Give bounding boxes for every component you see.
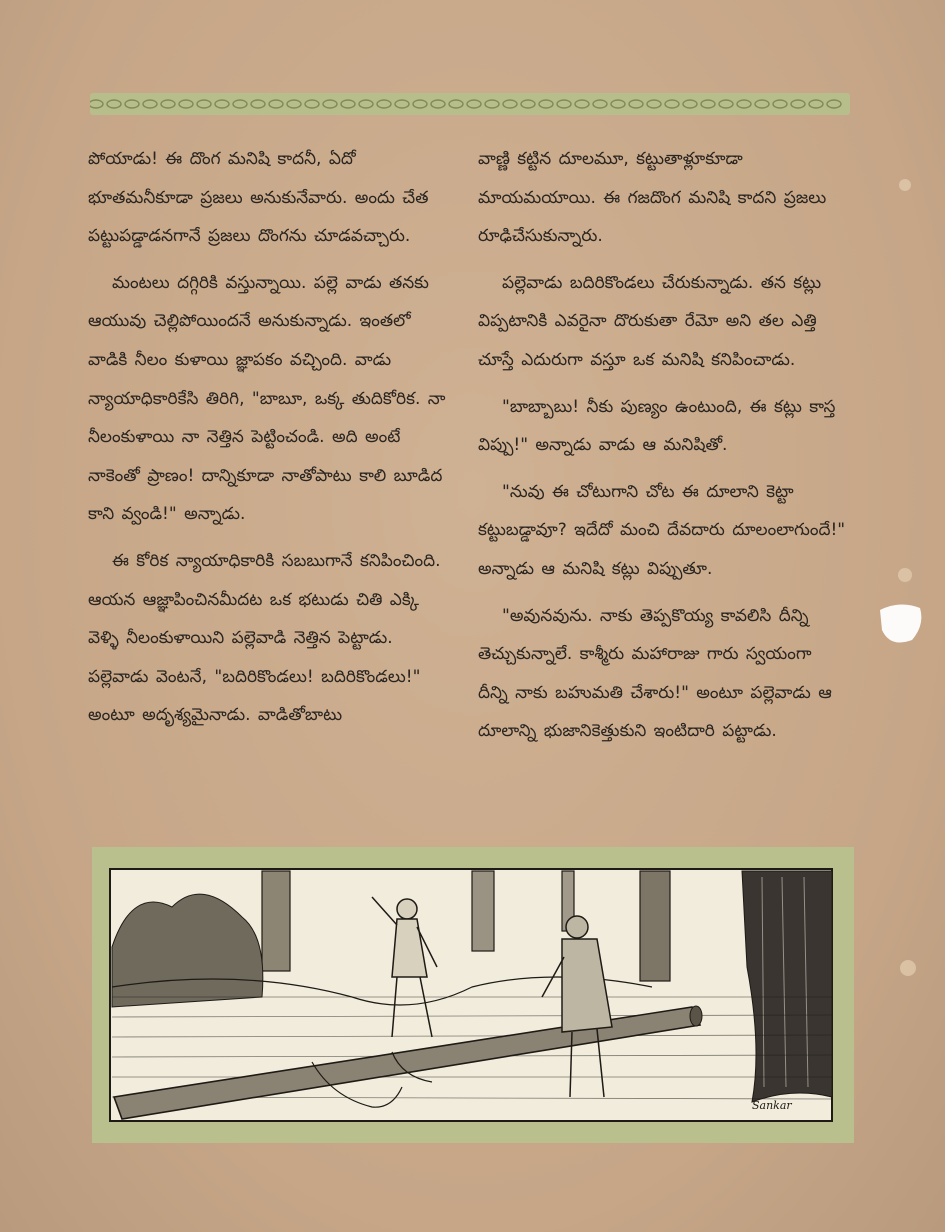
border-ornament: [179, 100, 193, 108]
border-ornament: [485, 100, 499, 108]
border-ornament: [701, 100, 715, 108]
paragraph: ఈ కోరిక న్యాయాధికారికి సబబుగానే కనిపించింది. ఆయన ఆజ్ఞాపించినమీదట ఒక భటుడు చితి ఎక్కి వెళ్ళి నీలంకుళాయిని పల్లెవాడి నెత్తిన పెట్టాడు. పల్లెవాడు వెంటనే, "బదిరికొండలు! బదిరికొండలు!" అంటూ అదృశ్యమైనాడు. వాడితోబాటు: [88, 550, 441, 726]
border-ornament: [539, 100, 553, 108]
right-text-column: [478, 140, 846, 759]
border-ornament: [233, 100, 247, 108]
artist-signature: Sankar: [752, 1099, 792, 1112]
paragraph: "అవునవును. నాకు తెప్పకొయ్య కావలిసి దీన్ని తెచ్చుకున్నాలే. కాశ్మీరు మహారాజు గారు స్వయంగా దీన్ని నాకు బహుమతి చేశారు!" అంటూ పల్లెవాడు ఆ దూలాన్ని భుజానికెత్తుకుని ఇంటిదారి పట్టాడు.: [478, 605, 832, 742]
paragraph: "నువు ఈ చోటుగాని చోట ఈ దూలాని కెట్టా కట్టుబడ్డావూ? ఇదేదో మంచి దేవదారు దూలంలాగుందే!" అన్నాడు ఆ మనిషి కట్లు విప్పుతూ.: [478, 481, 846, 579]
border-ornament: [143, 100, 157, 108]
border-ornament: [413, 100, 427, 108]
border-ornament: [827, 100, 841, 108]
border-ornament: [629, 100, 643, 108]
border-ornament: [503, 100, 517, 108]
border-ornament: [215, 100, 229, 108]
border-ornament: [323, 100, 337, 108]
border-ornament: [467, 100, 481, 108]
border-ornament: [107, 100, 121, 108]
border-ornament: [773, 100, 787, 108]
border-ornament: [647, 100, 661, 108]
border-ornament: [251, 100, 265, 108]
paragraph: "బాబ్బాబు! నీకు పుణ్యం ఉంటుంది, ఈ కట్లు కాస్త విప్పు!" అన్నాడు వాడు ఆ మనిషితో.: [478, 396, 836, 456]
border-ornament: [305, 100, 319, 108]
decorative-border: [90, 93, 850, 115]
border-ornament: [359, 100, 373, 108]
border-ornament: [683, 100, 697, 108]
left-text-column: [88, 140, 456, 743]
border-ornament: [665, 100, 679, 108]
border-ornament: [755, 100, 769, 108]
border-ornament: [395, 100, 409, 108]
border-ornament: [431, 100, 445, 108]
paragraph: పోయాడు! ఈ దొంగ మనిషి కాదనీ, ఏదో భూతమనీకూడా ప్రజలు అనుకునేవారు. అందు చేత పట్టుపడ్డాడనగానే ప్రజలు దొంగను చూడవచ్చారు.: [88, 149, 429, 247]
border-ornament: [341, 100, 355, 108]
border-ornament: [287, 100, 301, 108]
border-ornament: [791, 100, 805, 108]
border-ornament: [449, 100, 463, 108]
border-ornament: [197, 100, 211, 108]
border-ornament: [269, 100, 283, 108]
border-ornament: [737, 100, 751, 108]
border-ornament: [557, 100, 571, 108]
paragraph: పల్లెవాడు బదిరికొండలు చేరుకున్నాడు. తన కట్లు విప్పటానికి ఎవరైనా దొరుకుతా రేమో అని తల ఎత్తి చూస్తే ఎదురుగా వస్తూ ఒక మనిషి కనిపించాడు.: [478, 272, 822, 370]
paragraph: మంటలు దగ్గిరికి వస్తున్నాయి. పల్లె వాడు తనకు ఆయువు చెల్లిపోయిందనే అనుకున్నాడు. ఇంతలో వాడికి నీలం కుళాయి జ్ఞాపకం వచ్చింది. వాడు న్యాయాధికారికేసి తిరిగి, "బాబూ, ఒక్క తుదికోరిక. నా నీలంకుళాయి నా నెత్తిన పెట్టించండి. అది అంటే నాకెంతో ప్రాణం! దాన్నికూడా నాతోపాటు కాలి బూడిద కాని వ్వండి!" అన్నాడు.: [88, 272, 446, 525]
border-ornament: [125, 100, 139, 108]
illustration-panel: [92, 847, 854, 1143]
border-ornament: [521, 100, 535, 108]
border-ornament: [90, 100, 103, 108]
border-ornament: [377, 100, 391, 108]
border-ornament: [611, 100, 625, 108]
border-ornament: [575, 100, 589, 108]
border-ornament: [809, 100, 823, 108]
border-ornament: [719, 100, 733, 108]
border-ornament: [161, 100, 175, 108]
paragraph: వాణ్ణి కట్టిన దూలమూ, కట్టుతాళ్లూకూడా మాయమయాయి. ఈ గజదొంగ మనిషి కాదని ప్రజలు రూఢిచేసుకున్నారు.: [478, 149, 827, 247]
border-ornament: [593, 100, 607, 108]
forest-scene-illustration: [92, 847, 854, 1143]
